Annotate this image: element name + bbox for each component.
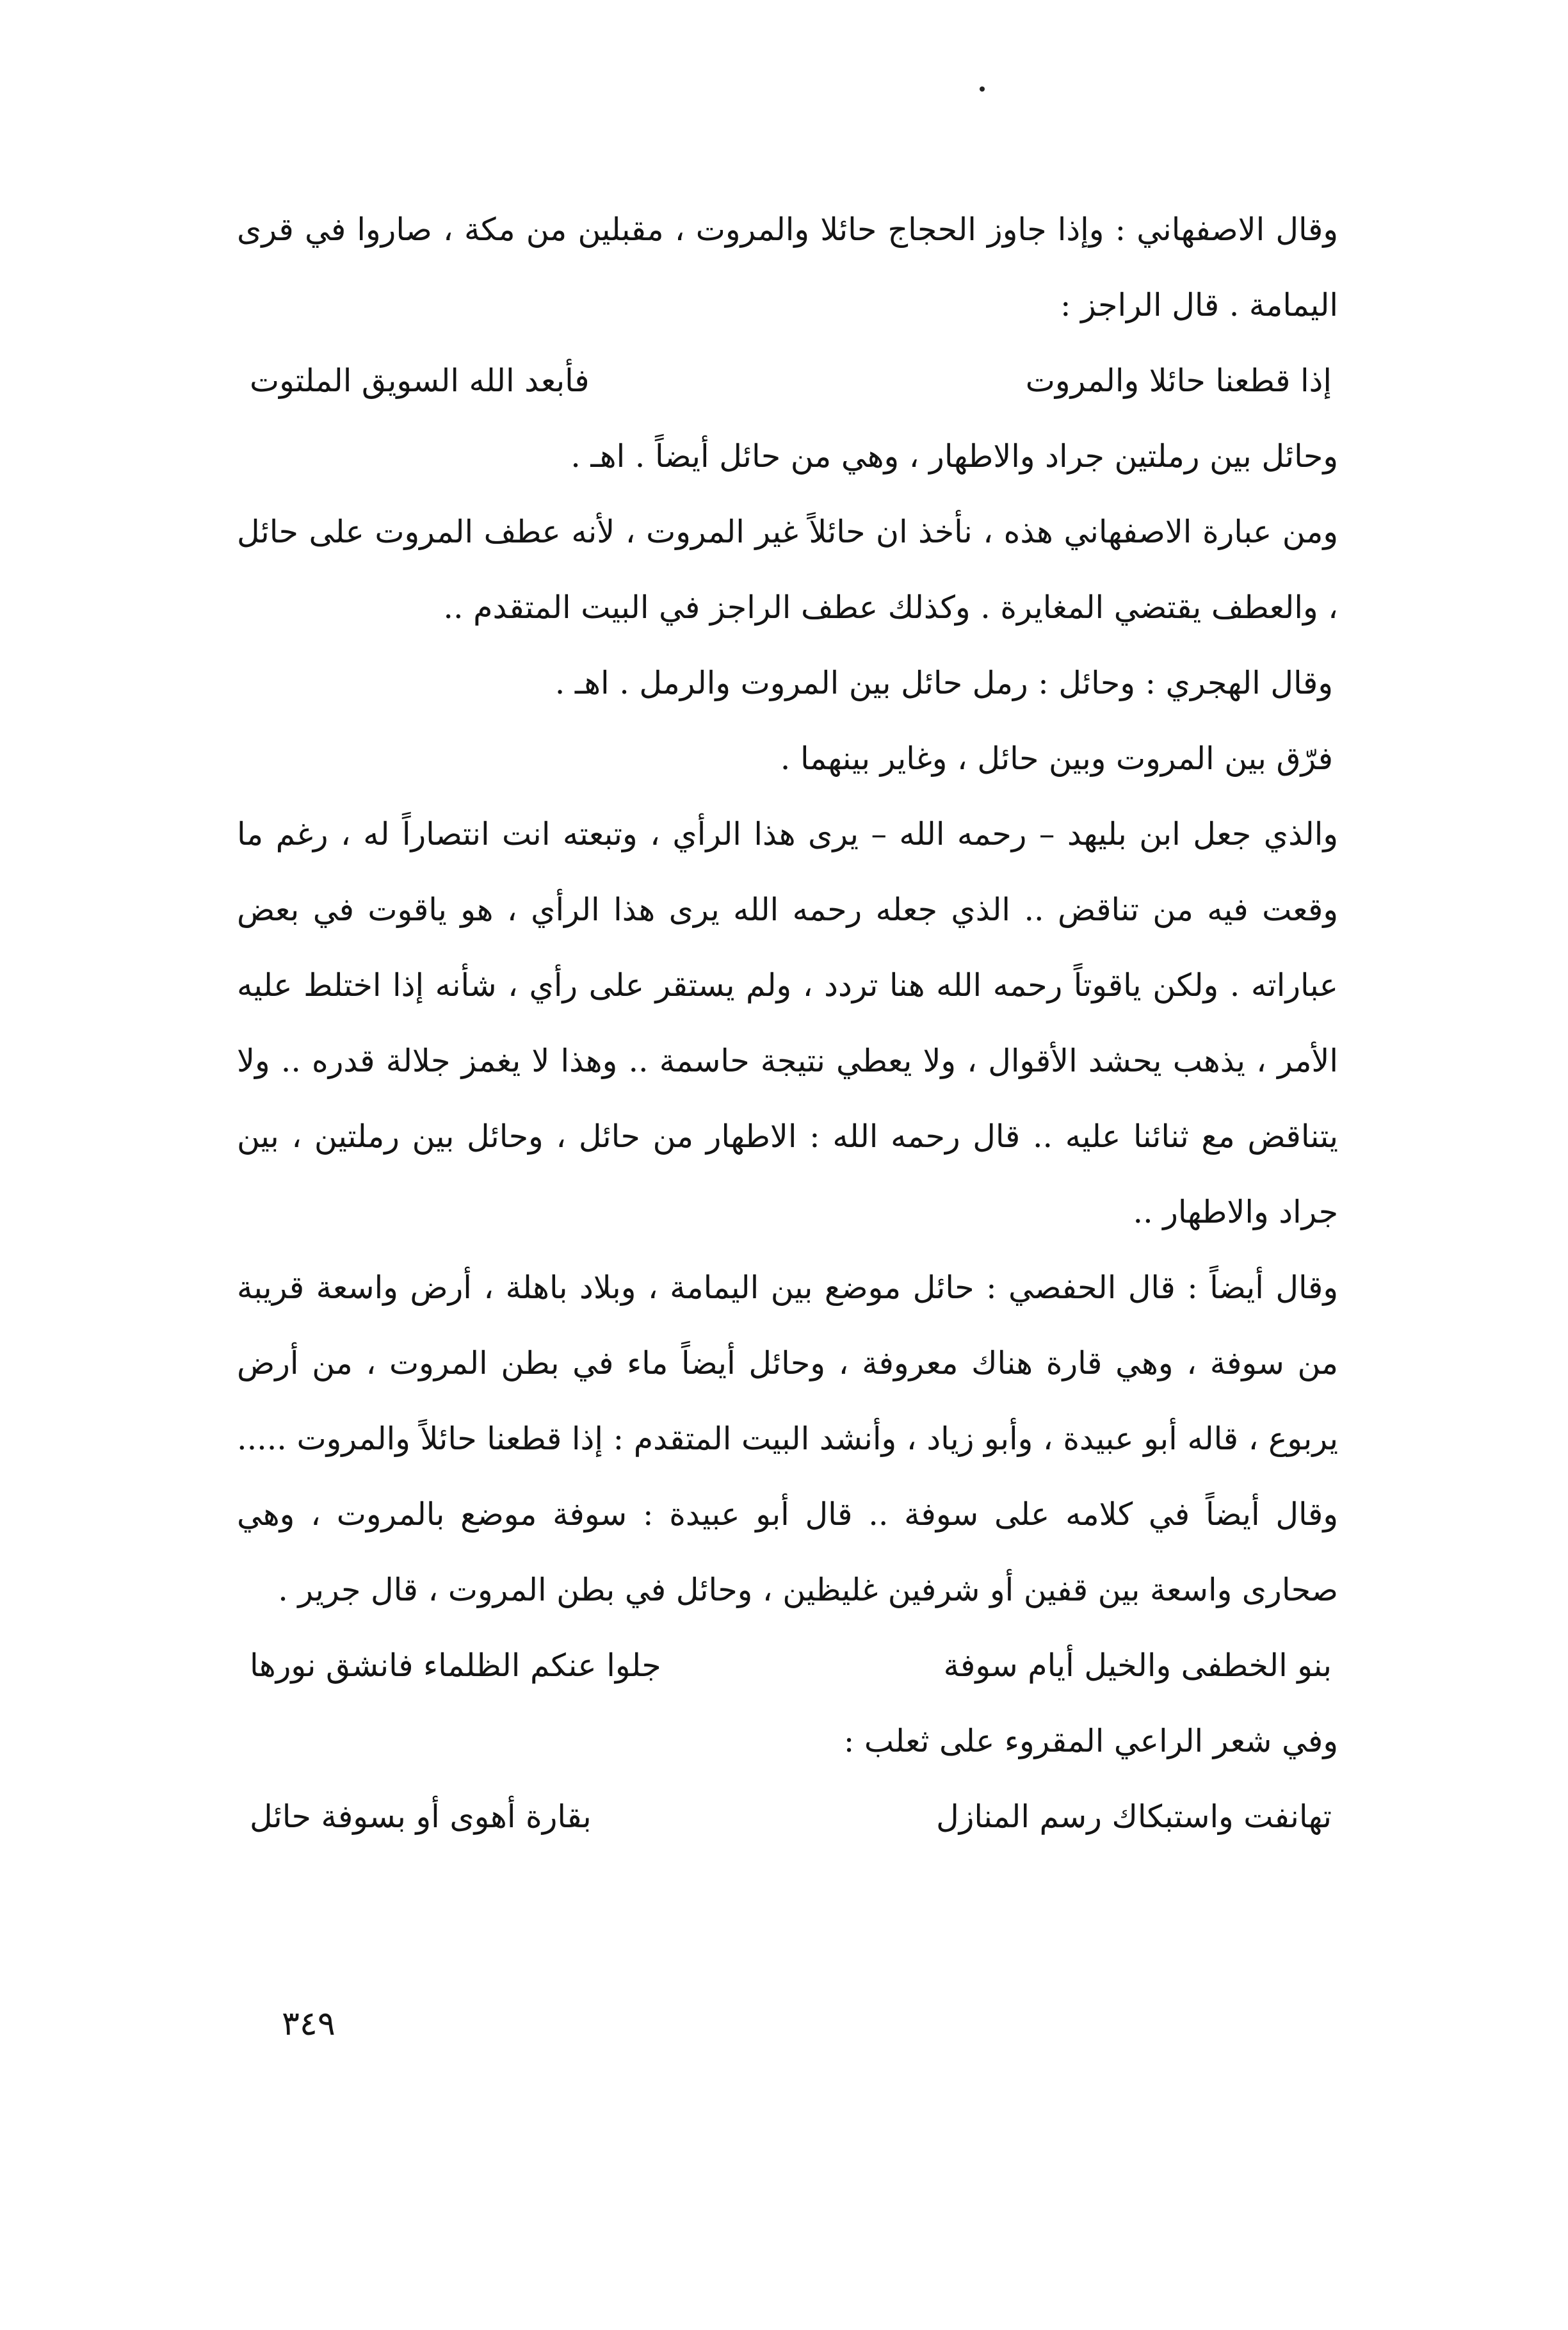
verse-1 <box>237 343 1338 419</box>
verse-2 <box>237 1628 1338 1704</box>
paragraph-hafsi-quote: وقال أيضاً : قال الحفصي : حائل موضع بين اليمامة ، وبلاد باهلة ، أرض واسعة قريبة من سوفة ، وهي قارة هناك معروفة ، وحائل أيضاً ماء في بطن المروت ، من أرض يربوع ، قاله أبو عبيدة ، وأبو زياد ، وأنشد البيت المتقدم : إذا قطعنا حائلاً والمروت ..... وقال أيضاً في كلامه على سوفة .. قال أبو عبيدة : سوفة موضع بالمروت ، وهي صحارى واسعة بين قفين أو شرفين غليظين ، وحائل في بطن المروت ، قال جرير . <box>237 1269 1338 1608</box>
verse-3 <box>237 1779 1338 1855</box>
verse-3-second-hemistich: بقارة أهوى أو بسوفة حائل <box>250 1798 592 1835</box>
verse-1-first-hemistich: إذا قطعنا حائلا والمروت <box>1025 363 1332 399</box>
page-number: ٣٤٩ <box>282 2005 335 2043</box>
verse-2-first-hemistich: بنو الخطفى والخيل أيام سوفة <box>943 1647 1332 1684</box>
paragraph-hajari-quote: وقال الهجري : وحائل : رمل حائل بين المروت والرمل . اهـ . <box>554 665 1333 701</box>
verse-3-first-hemistich: تهانفت واستبكاك رسم المنازل <box>936 1798 1332 1835</box>
paragraph-isfahani-quote: وقال الاصفهاني : وإذا جاوز الحجاج حائلا والمروت ، مقبلين من مكة ، صاروا في قرى اليمامة . قال الراجز : <box>237 211 1338 323</box>
paragraph-distinction: فرّق بين المروت وبين حائل ، وغاير بينهما . <box>780 740 1333 777</box>
verse-2-second-hemistich: جلوا عنكم الظلماء فانشق نورها <box>250 1647 661 1684</box>
paragraph-isfahani-analysis: ومن عبارة الاصفهاني هذه ، نأخذ ان حائلاً غير المروت ، لأنه عطف المروت على حائل ، والعطف يقتضي المغايرة . وكذلك عطف الراجز في البيت المتقدم .. <box>237 514 1338 626</box>
verse-1-second-hemistich: فأبعد الله السويق الملتوت <box>250 363 590 399</box>
paragraph-ibn-bulaihid: والذي جعل ابن بليهد – رحمه الله – يرى هذا الرأي ، وتبعته انت انتصاراً له ، رغم ما وقعت فيه من تناقض .. الذي جعله رحمه الله يرى هذا الرأي ، هو ياقوت في بعض عباراته . ولكن ياقوتاً رحمه الله هنا تردد ، ولم يستقر على رأي ، شأنه إذا اختلط عليه الأمر ، يذهب يحشد الأقوال ، ولا يعطي نتيجة حاسمة .. وهذا لا يغمز جلالة قدره .. ولا يتناقض مع ثنائنا عليه .. قال رحمه الله : الاطهار من حائل ، وحائل بين رملتين ، بين جراد والاطهار .. <box>237 816 1338 1230</box>
body-text <box>237 192 1338 1855</box>
paragraph-rai-intro: وفي شعر الراعي المقروء على ثعلب : <box>843 1723 1338 1759</box>
paragraph-hail-location: وحائل بين رملتين جراد والاطهار ، وهي من حائل أيضاً . اهـ . <box>570 438 1338 475</box>
scan-speck <box>980 86 985 92</box>
